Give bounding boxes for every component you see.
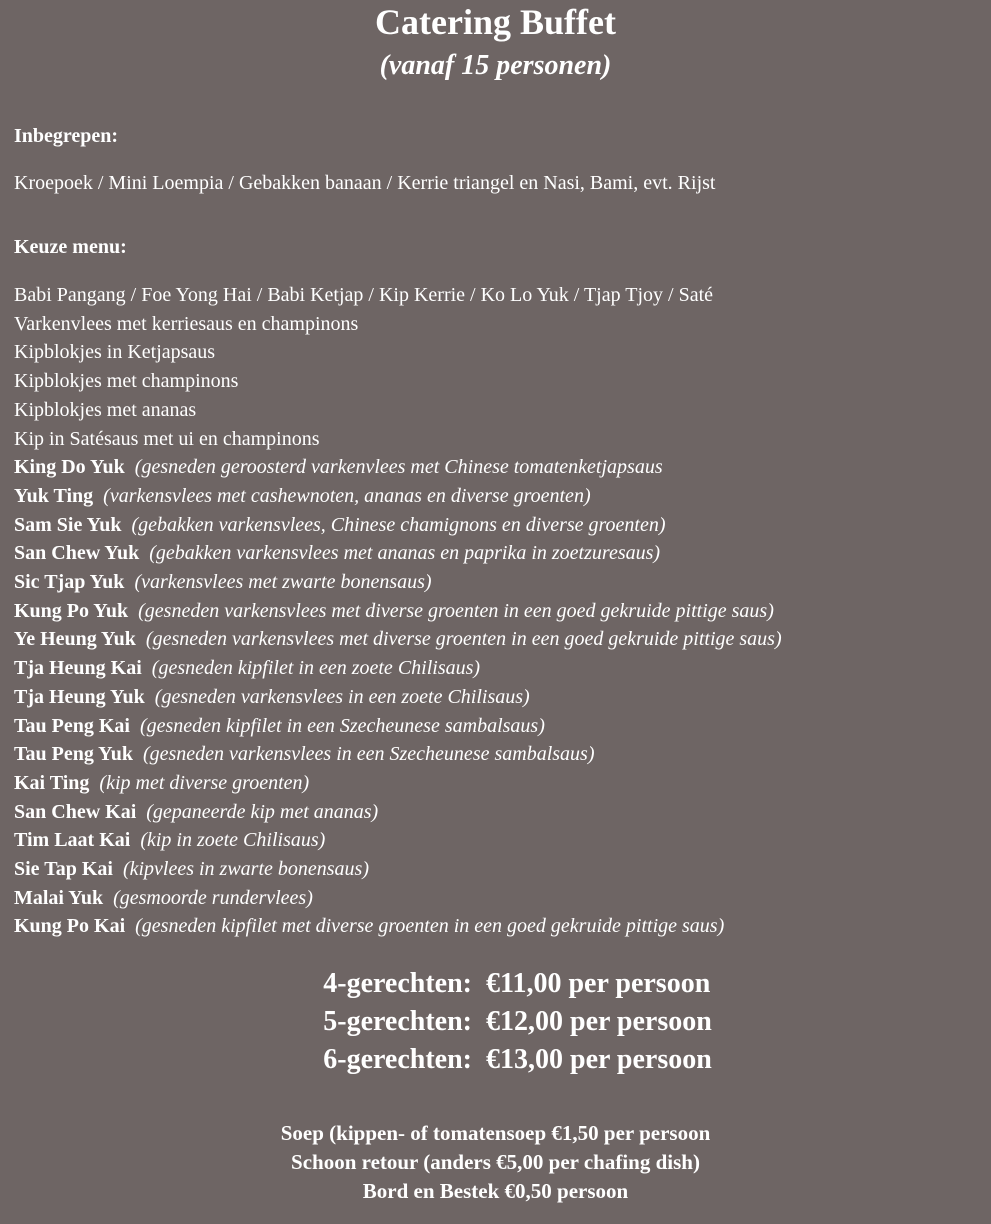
dish-description: (gesneden kipfilet in een zoete Chilisaus) (151, 657, 481, 680)
price-label: 4-gerechten: (323, 968, 472, 999)
list-item (14, 855, 782, 884)
list-item (14, 826, 782, 855)
dish-name: Tau Peng Yuk (14, 743, 133, 766)
dish-name: Yuk Ting (14, 484, 94, 507)
dish-description: (gesneden geroosterd varkenvlees met Chinese tomatenketjapsaus (134, 456, 663, 479)
dish-name: San Chew Kai (14, 800, 137, 823)
included-text: Kroepoek / Mini Loempia / Gebakken banaan / Kerrie triangel en Nasi, Bami, evt. Rijst (14, 172, 716, 194)
choice-list (14, 281, 782, 941)
list-item (14, 338, 782, 367)
dish-name: Malai Yuk (14, 886, 104, 909)
list-item (14, 884, 782, 913)
dish-description: (varkensvlees met zwarte bonensaus) (134, 571, 432, 594)
dish-name: Sie Tap Kai (14, 858, 113, 881)
dish-name: Sam Sie Yuk (14, 513, 122, 536)
dish-name: Kipblokjes in Ketjapsaus (14, 341, 216, 364)
dish-description: (gebakken varkensvlees met ananas en paprika in zoetzuresaus) (149, 542, 661, 565)
dish-description: (kip met diverse groenten) (99, 771, 310, 794)
price-value: €12,00 per persoon (486, 1006, 712, 1037)
dish-name: Tja Heung Kai (14, 657, 142, 680)
dish-description: (varkensvlees met cashewnoten, ananas en diverse groenten) (103, 484, 591, 507)
dish-name: Kung Po Yuk (14, 599, 129, 622)
list-item (14, 396, 782, 425)
list-item (14, 453, 782, 482)
dish-name: San Chew Yuk (14, 542, 140, 565)
list-item (14, 683, 782, 712)
list-item (14, 511, 782, 540)
list-item (14, 798, 782, 827)
list-item (14, 654, 782, 683)
dish-description: (gesneden varkensvlees in een Szecheunese sambalsaus) (142, 743, 595, 766)
price-row (0, 1041, 991, 1079)
list-item (14, 912, 782, 941)
list-item (14, 482, 782, 511)
list-item (14, 310, 782, 339)
list-item (14, 568, 782, 597)
dish-name: King Do Yuk (14, 456, 125, 479)
dish-description: (gesneden varkensvlees met diverse groenten in een goed gekruide pittige saus) (145, 628, 782, 651)
list-item (14, 712, 782, 741)
extra-note: Schoon retour (anders €5,00 per chafing dish) (291, 1150, 700, 1174)
page-title: Catering Buffet (375, 2, 616, 42)
dish-description: (gesmoorde rundervlees) (113, 886, 313, 909)
choice-heading: Keuze menu: (14, 236, 127, 258)
extras-list (0, 1119, 991, 1206)
dish-description: (gesneden kipfilet met diverse groenten in een goed gekruide pittige saus) (135, 915, 725, 938)
dish-name: Kipblokjes met champinons (14, 370, 239, 393)
list-item (14, 625, 782, 654)
price-label: 5-gerechten: (323, 1006, 472, 1037)
price-value: €13,00 per persoon (486, 1044, 712, 1075)
extra-note: Soep (kippen- of tomatensoep €1,50 per persoon (280, 1121, 711, 1145)
price-label: 6-gerechten: (323, 1044, 472, 1075)
dish-description: (gesneden varkensvlees in een zoete Chilisaus) (154, 685, 530, 708)
dish-description: (kip in zoete Chilisaus) (140, 829, 326, 852)
list-item (14, 281, 782, 310)
dish-name: Tim Laat Kai (14, 829, 131, 852)
extra-note: Bord en Bestek €0,50 persoon (362, 1179, 629, 1203)
dish-name: Babi Pangang / Foe Yong Hai / Babi Ketjap / Kip Kerrie / Ko Lo Yuk / Tjap Tjoy / Saté (14, 284, 714, 306)
price-value: €11,00 per persoon (486, 968, 711, 999)
list-item (14, 597, 782, 626)
dish-name: Kung Po Kai (14, 915, 126, 938)
dish-name: Tja Heung Yuk (14, 685, 145, 708)
list-item (14, 367, 782, 396)
dish-name: Sic Tjap Yuk (14, 571, 125, 594)
dish-name: Kai Ting (14, 771, 90, 794)
dish-name: Tau Peng Kai (14, 714, 130, 737)
list-item (14, 769, 782, 798)
price-row (0, 965, 991, 1003)
list-item (14, 425, 782, 454)
dish-name: Kipblokjes met ananas (14, 398, 197, 421)
price-list (0, 965, 991, 1079)
dish-description: (gebakken varkensvlees, Chinese chamignons en diverse groenten) (131, 513, 666, 536)
dish-name: Ye Heung Yuk (14, 628, 136, 651)
dish-description: (kipvlees in zwarte bonensaus) (122, 858, 370, 881)
dish-description: (gepaneerde kip met ananas) (146, 800, 379, 823)
dish-description: (gesneden varkensvlees met diverse groenten in een goed gekruide pittige saus) (138, 599, 774, 622)
dish-name: Kip in Satésaus met ui en champinons (14, 427, 320, 450)
included-heading: Inbegrepen: (14, 125, 119, 147)
list-item (14, 740, 782, 769)
page-subtitle: (vanaf 15 personen) (379, 50, 612, 81)
dish-description: (gesneden kipfilet in een Szecheunese sambalsaus) (139, 714, 545, 737)
dish-name: Varkenvlees met kerriesaus en champinons (14, 312, 359, 335)
list-item (14, 539, 782, 568)
price-row (0, 1003, 991, 1041)
